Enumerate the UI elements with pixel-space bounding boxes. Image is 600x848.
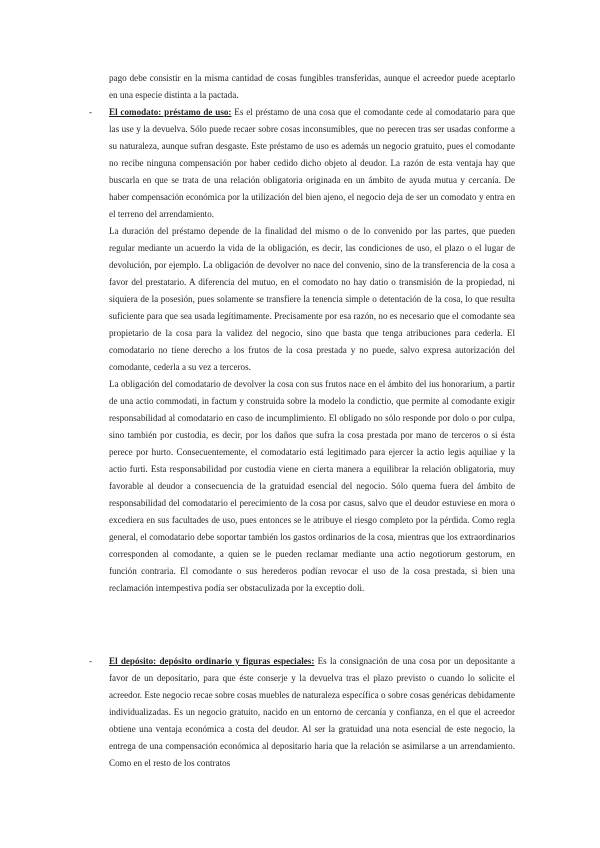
section-deposito: [89, 653, 515, 772]
intro-paragraph: pago debe consistir en la misma cantidad de cosas fungibles transferidas, aunque el acreedor puede aceptarlo en una especie distinta a la pactada.: [109, 73, 515, 100]
bullet-dash: -: [89, 107, 93, 117]
intro-block: [109, 70, 515, 104]
body-paragraph: La obligación del comodatario de devolver la cosa con sus frutos nace en el ámbito del ius honorarium, a partir de una actio commodati, in factum y construida sobre la modelo la condictio, que permite al comodante exigir responsabilidad al comodatario en caso de incumplimiento. El obligado no sólo responde por dolo o por culpa, sino también por custodia, es decir, por los daños que sufra la cosa prestada por mano de terceros o si ésta perece por hurto. Consecuentemente, el comodatario está legitimado para ejercer la actio legis aquiliae y la actio furti. Esta responsabilidad por custodia viene en cierta manera a equilibrar la relación obligatoria, muy favorable al deudor a consecuencia de la gratuidad esencial del negocio. Sólo quema fuera del ámbito de responsabilidad del comodatario el perecimiento de la cosa por casus, salvo que el deudor estuviese en mora o excediera en sus facultades de uso, pues entonces se le atribuye el riesgo completo por la pérdida. Como regla general, el comodatario debe soportar también los gastos ordinarios de la cosa, mientras que los extraordinarios corresponden al comodante, a quien se le pueden reclamar mediante una actio negotiorum gestorum, en función contraria. El comodante o sus herederos podían revocar el uso de la cosa prestada, si bien una reclamación intempestiva podía ser obstaculizada por la exceptio doli.: [109, 379, 515, 593]
section-lead-text: Es el préstamo de una cosa que el comodante cede al comodatario para que las use y la devuelva. Sólo puede recaer sobre cosas inconsumibles, que no perecen tras ser usadas conforme a su naturaleza, aunque sufran desgaste. Este préstamo de uso es además un negocio gratuito, pues el comodante no recibe ninguna compensación por haber cedido dicho objeto al deudor. La razón de esta ventaja hay que buscarla en que se trata de una relación obligatoria originada en un ámbito de ayuda mutua y cercanía. De haber compensación económica por la utilización del bien ajeno, el negocio deja de ser un comodato y entra en el terreno del arrendamiento.: [109, 107, 515, 219]
body-paragraph: La duración del préstamo depende de la finalidad del mismo o de lo convenido por las partes, que pueden regular mediante un acuerdo la vida de la obligación, es decir, las condiciones de uso, el plazo o el lugar de devolución, por ejemplo. La obligación de devolver no nace del convenio, sino de la transferencia de la cosa a favor del prestatario. A diferencia del mutuo, en el comodato no hay datio o transmisión de la propiedad, ni siquiera de la posesión, pues solamente se transfiere la tenencia simple o detentación de la cosa, lo que resulta suficiente para que sea usada legítimamente. Precisamente por esa razón, no es necesario que el comodante sea propietario de la cosa para la validez del negocio, sino que basta que tenga atribuciones para cederla. El comodatario no tiene derecho a los frutos de la cosa prestada y no puede, salvo expresa autorización del comodante, cederla a su vez a terceros.: [109, 226, 515, 372]
section-comodato: [89, 104, 515, 597]
section-heading: El depósito: depósito ordinario y figuras especiales:: [109, 656, 315, 666]
section-heading: El comodato: préstamo de uso:: [109, 107, 232, 117]
bullet-dash: -: [89, 656, 93, 666]
section-paragraph: [109, 104, 515, 223]
section-paragraph: [109, 653, 515, 772]
section-lead-text: Es la consignación de una cosa por un depositante a favor de un depositario, para que éste conserje y la devuelva tras el plazo previsto o cuando lo solicite el acreedor. Este negocio recae sobre cosas muebles de naturaleza específica o sobre cosas genéricas debidamente individualizadas. Es un negocio gratuito, nacido en un entorno de cercanía y confianza, en el que el acreedor obtiene una ventaja económica a costa del deudor. Al ser la gratuidad una nota esencial de este negocio, la entrega de una compensación económica al depositario haría que la relación se asimilarse a un arrendamiento. Como en el resto de los contratos: [109, 656, 515, 768]
